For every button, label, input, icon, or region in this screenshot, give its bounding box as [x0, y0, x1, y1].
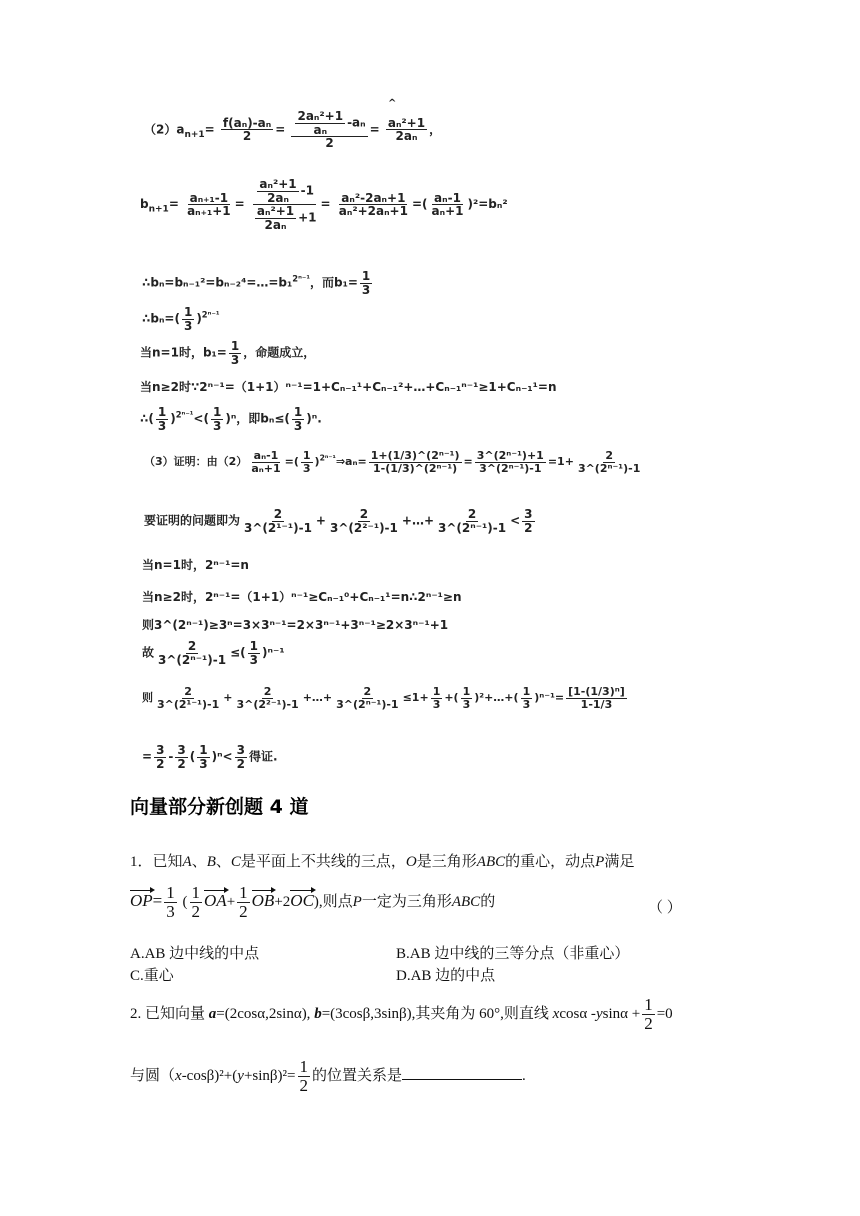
- sol2-l1-f3-num: aₙ²+1: [387, 115, 426, 130]
- q2-var-x2: x: [175, 1067, 182, 1084]
- sol3-l1-f3-den: 1-(1/3)^(2ⁿ⁻¹): [373, 461, 458, 475]
- sol2-l2-tail: )²=bₙ²: [467, 197, 508, 212]
- q1-plus: +: [226, 893, 236, 910]
- sol3-l7-mid2: )²+…+(: [474, 691, 519, 705]
- sol3-l1-eq1: =(: [284, 455, 299, 469]
- sol2-l2-bd-inner: [255, 205, 296, 231]
- sol3-l8-f4-num: 3: [236, 743, 245, 757]
- sol3-l2-f4-den: 2: [524, 520, 533, 535]
- q1-eq: =: [152, 890, 163, 910]
- sol2-l7-f3-den: 3: [293, 418, 303, 433]
- sol2-l7-tail: )ⁿ.: [306, 411, 322, 426]
- sol2-l2-bn-d: 2aₙ: [267, 190, 289, 205]
- sol3-l1-arrow: ⇒aₙ=: [335, 455, 367, 469]
- sol3-l2-f1-num: 2: [273, 507, 283, 521]
- sol2-l1-frac1: [221, 117, 273, 143]
- sol2-l7-f1-num: 1: [157, 405, 167, 419]
- sol3-l7-le: ≤1+: [402, 691, 429, 705]
- sol2-l2-bd-d: 2aₙ: [264, 217, 287, 232]
- q2-line2-mid2: +sinβ)²=: [243, 1067, 296, 1084]
- sol3-l8-lead: =: [142, 749, 153, 764]
- sol3-l2-f3-den: 3^(2ⁿ⁻¹)-1: [438, 520, 507, 535]
- sol3-l1-f4-den: 3^(2ⁿ⁻¹)-1: [479, 461, 542, 475]
- sol3-l6-lead: 故: [142, 645, 155, 660]
- q1-f2-num: 1: [191, 883, 201, 902]
- sol2-l1-tail: ，: [429, 122, 442, 137]
- sol3-l1-f4-num: 3^(2ⁿ⁻¹)+1: [476, 449, 544, 462]
- sol2-l4-f-den: 3: [183, 318, 193, 333]
- sol3-l7-f3-den: 3^(2ⁿ⁻¹)-1: [336, 697, 399, 711]
- q2-mid4: sinα +: [602, 1005, 641, 1022]
- sol2-line6: [140, 378, 557, 395]
- sol3-l7-frac6: [521, 686, 533, 710]
- q1-option-b[interactable]: B.AB 边中线的三等分点（非重心）: [396, 946, 630, 962]
- sol3-l8-tail: 得证.: [248, 749, 278, 764]
- sol2-l1-f1-num: f(aₙ)-aₙ: [222, 115, 272, 130]
- sol3-l8-f1-num: 3: [156, 743, 165, 757]
- sol3-l6-frac2: [248, 640, 260, 666]
- q2-end: .: [522, 1067, 526, 1084]
- q1-triangle-1: ABC: [476, 854, 506, 870]
- q2-mid1: =(2cosα,2sinα),: [216, 1005, 315, 1022]
- q2-frac1: [642, 996, 655, 1033]
- q2-line2-tail: 的位置关系是: [312, 1067, 403, 1084]
- sol2-l1-f3-den: 2aₙ: [395, 129, 418, 144]
- sol3-l8-mid1: -: [168, 749, 174, 764]
- sol2-l1-sub: n+1: [184, 129, 205, 140]
- sol3-l1-eq2: =: [463, 455, 473, 469]
- q1-vector-oc: OC: [290, 890, 314, 910]
- sol3-l1-frac3: [369, 450, 462, 474]
- sol3-l1-f1-den: aₙ+1: [251, 461, 281, 475]
- sol3-l2-plus1: +: [315, 513, 326, 528]
- sol2-l4-frac: [182, 306, 194, 332]
- q1-mid2: 是三角形: [416, 854, 477, 870]
- sol2-l1-f1-den: 2: [242, 129, 252, 144]
- sol2-l7-mid2: <(: [193, 411, 209, 426]
- sol2-l4-f-num: 1: [183, 305, 193, 319]
- sol2-l2-frac3: [337, 192, 410, 218]
- sol3-l2-f2-num: 2: [359, 507, 369, 521]
- q2-mid3: cosα -: [559, 1005, 596, 1022]
- sol3-l4-text: 当n≥2时，2ⁿ⁻¹=（1+1）ⁿ⁻¹≥Cₙ₋₁⁰+Cₙ₋₁¹=n∴2ⁿ⁻¹≥n: [142, 590, 462, 604]
- sol2-line2: [140, 178, 508, 231]
- q1-vector-ob: OB: [251, 890, 275, 910]
- sol3-l7-lead: 则: [142, 691, 153, 705]
- sol3-l1-f3-num: 1+(1/3)^(2ⁿ⁻¹): [370, 449, 460, 462]
- q1-triangle-2: ABC: [451, 893, 481, 910]
- q1-stem: [130, 850, 634, 871]
- sol2-l7-sup1: 2ⁿ⁻¹: [175, 409, 194, 420]
- q1-f3-num: 1: [239, 883, 248, 902]
- sol3-l7-frac3: [334, 686, 400, 710]
- sol3-l2-f2-den: 3^(2²⁻¹)-1: [329, 520, 398, 535]
- sol2-l1-f2-nt: -aₙ: [347, 115, 366, 130]
- q1-option-a[interactable]: A.AB 边中线的中点: [130, 946, 260, 962]
- sol3-l2-lead: 要证明的问题即为: [144, 513, 241, 528]
- sol3-l1-lead: （3）证明：由（2）: [144, 455, 248, 469]
- sol2-l1-f2-inner: [295, 110, 345, 136]
- sol3-l2-f4-num: 3: [524, 507, 533, 521]
- sol2-l2-f4-den: aₙ+1: [431, 204, 464, 219]
- sol3-l7-f6-den: 3: [522, 697, 531, 711]
- sol3-line7: [142, 686, 629, 710]
- sol2-l5-f-den: 3: [230, 352, 240, 367]
- sol2-l2-eq4: =(: [411, 197, 428, 212]
- q2-var-x: x: [552, 1005, 560, 1022]
- sol3-l2-frac4: [522, 508, 534, 534]
- q2-line2: [130, 1058, 526, 1095]
- sol3-l7-f4-num: 1: [432, 685, 441, 698]
- q1-vector-oa: OA: [204, 890, 227, 910]
- caret-mark: ^: [388, 98, 397, 109]
- q2-answer-blank[interactable]: [402, 1065, 522, 1080]
- sol2-l2-eq2: =: [234, 197, 245, 212]
- sol3-l7-frac4: [431, 686, 443, 710]
- sol2-l7-mid1: ): [170, 411, 176, 426]
- sol2-l3-frac: [360, 270, 372, 296]
- sol2-l4-tail: ): [196, 311, 202, 326]
- sol2-l2-f1-den: aₙ₊₁+1: [187, 204, 231, 219]
- sol3-l1-sup1: 2ⁿ⁻¹: [319, 453, 336, 463]
- q1-mid3: 的重心，动点: [505, 854, 596, 870]
- sol2-l7-frac2: [211, 406, 223, 432]
- sol2-l5-frac: [229, 340, 241, 366]
- sol2-l2-eq3: =: [320, 197, 331, 212]
- sol3-l8-mid3: )ⁿ<: [211, 749, 233, 764]
- sol2-l2-bn-inner: [257, 178, 298, 204]
- sol3-l7-mid1: +(: [444, 691, 459, 705]
- sol2-l6-text: 当n≥2时∵2ⁿ⁻¹=（1+1）ⁿ⁻¹=1+Cₙ₋₁¹+Cₙ₋₁²+…+Cₙ₋₁ⁿ⁻¹≥1+Cₙ₋₁¹=n: [140, 380, 557, 394]
- q1-option-d[interactable]: D.AB 边的中点: [396, 968, 496, 984]
- sol3-l7-f1-num: 2: [184, 685, 192, 698]
- sol3-l6-f1-num: 2: [187, 639, 197, 653]
- sol3-line6: [142, 640, 285, 666]
- sol3-l8-f4-den: 2: [236, 756, 245, 771]
- sol2-l7-f2-den: 3: [212, 418, 222, 433]
- sol2-l4-lead: ∴bₙ=(: [142, 311, 180, 326]
- sol2-l3-f-den: 3: [361, 282, 371, 297]
- sol3-l7-frac5: [461, 686, 473, 710]
- sol2-l2-f1-num: aₙ₊₁-1: [189, 190, 229, 205]
- sol2-line1: [144, 110, 441, 150]
- sol3-l1-eq3: =1+: [547, 455, 574, 469]
- sol3-l2-lt: <: [510, 513, 521, 528]
- sol2-l3-text: ∴bₙ=bₙ₋₁²=bₙ₋₂⁴=…=b₁: [142, 275, 293, 290]
- sol2-l1-eq2: =: [275, 122, 286, 137]
- sol3-l6-f1-den: 3^(2ⁿ⁻¹)-1: [158, 652, 227, 667]
- sol2-l2-big-numer: [253, 178, 316, 205]
- sol3-l2-f3-num: 2: [467, 507, 477, 521]
- q1-frac3: [237, 884, 250, 921]
- sol2-l1-f2-nn: 2aₙ²+1: [297, 109, 344, 123]
- sol2-l1-f2-numer: [291, 110, 367, 137]
- sol2-l3-f-num: 1: [361, 269, 371, 283]
- q2-pre: 2. 已知向量: [130, 1005, 209, 1022]
- sol3-l7-frac7: [566, 686, 627, 710]
- q2-line2-mid1: -cosβ)²+(: [181, 1067, 238, 1084]
- sol3-l7-mid3: )ⁿ⁻¹=: [534, 691, 565, 705]
- q1-f3-den: 2: [239, 901, 248, 921]
- q1-frac2: [190, 884, 203, 921]
- sol3-l7-frac2: [234, 686, 300, 710]
- sol3-l7-plus1: +: [223, 691, 233, 705]
- q1-rp: ),则点: [313, 893, 353, 910]
- q2-f2-num: 1: [299, 1057, 308, 1076]
- sol3-l2-f1-den: 3^(2¹⁻¹)-1: [244, 520, 312, 535]
- sol3-l8-frac2: [175, 744, 187, 770]
- sol3-l1-mid1: ): [314, 455, 320, 469]
- q1-formula: [130, 884, 495, 921]
- sol2-l2-lead: b: [140, 197, 149, 212]
- sol3-l1-f2-den: 3: [302, 461, 311, 475]
- sol3-l2-frac2: [328, 508, 400, 534]
- sol2-l2-bn-n: aₙ²+1: [259, 177, 297, 191]
- q2-f2-den: 2: [299, 1075, 308, 1095]
- q2-f1-num: 1: [644, 995, 653, 1014]
- sol2-l1-frac2: [291, 110, 367, 150]
- sol3-l7-f4-den: 3: [432, 697, 441, 711]
- sol3-l8-f1-den: 2: [156, 756, 165, 771]
- q2-line2-pre: 与圆（: [130, 1067, 176, 1084]
- sol2-l1-f2-den: 2: [325, 136, 334, 151]
- sol3-line1: [144, 450, 644, 474]
- q2-var-y2: y: [237, 1067, 244, 1084]
- q1-point-c: C: [230, 854, 241, 870]
- sol2-l4-sup: 2ⁿ⁻¹: [201, 309, 220, 320]
- q2-tail1: =0: [656, 1005, 673, 1022]
- sol2-l7-f2-num: 1: [212, 405, 222, 419]
- sol2-l7-frac3: [292, 406, 304, 432]
- sol2-l2-f3-num: aₙ²-2aₙ+1: [341, 190, 406, 205]
- sol2-l1-frac3: [386, 117, 427, 143]
- sol3-l1-f2-num: 1: [302, 449, 311, 462]
- sol3-l8-frac4: [235, 744, 247, 770]
- q1-stem-pre: 1．已知: [130, 854, 183, 870]
- sol2-l7-lead: ∴(: [140, 411, 154, 426]
- sol3-l2-frac1: [242, 508, 314, 534]
- sol2-line5: [140, 340, 315, 366]
- sol3-l6-frac1: [156, 640, 228, 666]
- sol2-l2-f4-num: aₙ-1: [434, 190, 461, 205]
- q1-plus2: +2: [274, 893, 291, 910]
- sol3-l3-text: 当n=1时，2ⁿ⁻¹=n: [142, 558, 249, 572]
- sol3-l7-f3-num: 2: [363, 685, 372, 698]
- sol3-l7-f7-den: 1-1/3: [580, 697, 613, 711]
- q1-mid1: 是平面上不共线的三点，: [240, 854, 406, 870]
- sol3-l1-f5-den: 3^(2ⁿ⁻¹)-1: [577, 461, 641, 475]
- sol3-l5-text: 则3^(2ⁿ⁻¹)≥3ⁿ=3×3ⁿ⁻¹=2×3ⁿ⁻¹+3ⁿ⁻¹≥2×3ⁿ⁻¹+1: [142, 618, 449, 632]
- q1-mid6: 的: [480, 893, 496, 910]
- q1-point-p2: P: [352, 893, 362, 910]
- sol3-l7-f2-den: 3^(2²⁻¹)-1: [236, 697, 299, 711]
- sol2-l3-mid: ，而b₁=: [310, 275, 358, 290]
- sol2-l7-f1-den: 3: [157, 418, 167, 433]
- sol2-l2-bd-t: +1: [298, 210, 317, 225]
- q1-mid4: 满足: [604, 854, 635, 870]
- sol3-line2: [144, 508, 537, 534]
- q2-frac2: [298, 1058, 311, 1095]
- sol3-l6-mid: ≤(: [230, 645, 246, 660]
- q1-point-o: O: [405, 854, 417, 870]
- sol3-l7-f6-num: 1: [522, 685, 531, 698]
- q1-point-a: A: [182, 854, 192, 870]
- q2-f1-den: 2: [644, 1013, 653, 1033]
- sol3-line4: [142, 588, 462, 605]
- sol3-line3: [142, 556, 249, 573]
- q1-point-p: P: [595, 854, 605, 870]
- q2-var-y: y: [595, 1005, 603, 1022]
- q1-option-c[interactable]: C.重心: [130, 968, 174, 984]
- sol3-l1-f1-num: aₙ-1: [253, 449, 279, 462]
- q2-line1: [130, 996, 673, 1033]
- sol3-l1-frac1: [249, 450, 282, 474]
- sol2-l2-frac4: [430, 192, 466, 218]
- q1-lp: (: [178, 893, 188, 910]
- q1-point-b: B: [206, 854, 216, 870]
- sol3-l8-f3-num: 1: [199, 743, 208, 757]
- q1-f1-den: 3: [166, 901, 175, 921]
- sol2-line3: [142, 270, 374, 296]
- sol2-l5-lead: 当n=1时，b₁=: [140, 345, 227, 360]
- sol2-l1-eq1: =: [204, 122, 215, 137]
- sol3-l7-f1-den: 3^(2¹⁻¹)-1: [157, 697, 220, 711]
- sol2-l2-eq1: =: [168, 197, 179, 212]
- sol2-line4: [142, 306, 220, 332]
- q1-sep2: 、: [215, 854, 231, 870]
- sol2-l1-eq3: =: [369, 122, 380, 137]
- q1-f1-num: 1: [166, 883, 175, 902]
- q2-vector-b: b: [314, 1005, 322, 1022]
- q2-vector-a: a: [208, 1005, 217, 1022]
- sol2-l2-bd-n: aₙ²+1: [256, 204, 295, 219]
- sol3-l7-f2-num: 2: [263, 685, 272, 698]
- sol2-line7: [140, 406, 322, 432]
- sol2-l2-big-denom: [251, 205, 319, 231]
- sol3-l7-f5-den: 3: [462, 697, 471, 711]
- sol2-l1-lead: （2）a: [144, 122, 185, 137]
- q1-answer-paren: （ ）: [648, 900, 682, 916]
- sol3-l7-frac1: [155, 686, 221, 710]
- sol2-l2-bigfrac: [251, 178, 319, 231]
- sol3-l1-frac2: [301, 450, 313, 474]
- sol3-l8-frac3: [197, 744, 209, 770]
- sol3-l8-frac1: [154, 744, 166, 770]
- sol3-l2-plus2: +…+: [401, 513, 434, 528]
- q1-vector-op: OP: [130, 890, 153, 910]
- q1-frac1: [164, 884, 177, 921]
- sol3-l1-f5-num: 2: [605, 449, 613, 462]
- sol2-l1-f2-nd: aₙ: [313, 122, 328, 137]
- sol2-l2-f3-den: aₙ²+2aₙ+1: [338, 204, 408, 219]
- sol2-l2-sub: n+1: [148, 204, 169, 215]
- sol3-line8: [142, 744, 278, 770]
- sol3-l7-f7-num: [1-(1/3)ⁿ]: [568, 685, 625, 698]
- sol2-l7-f3-num: 1: [293, 405, 303, 419]
- sol3-l1-frac4: [475, 450, 546, 474]
- q1-f2-den: 2: [191, 901, 201, 921]
- q2-mid2: =(3cosβ,3sinβ),其夹角为 60°,则直线: [321, 1005, 553, 1022]
- sol2-l7-frac1: [156, 406, 168, 432]
- sol3-l8-f3-den: 3: [199, 756, 208, 771]
- sol3-l7-f5-num: 1: [462, 685, 471, 698]
- sol3-l2-frac3: [436, 508, 508, 534]
- sol2-l3-sup: 2ⁿ⁻¹: [292, 273, 311, 284]
- q1-mid5: 一定为三角形: [361, 893, 452, 910]
- sol3-l8-mid2: (: [189, 749, 196, 764]
- sol3-line5: [142, 616, 448, 633]
- section-title: 向量部分新创题 4 道: [130, 796, 309, 818]
- sol2-l2-bn-t: -1: [300, 183, 314, 198]
- sol3-l6-f2-den: 3: [249, 652, 259, 667]
- sol3-l7-plus2: +…+: [302, 691, 333, 705]
- sol3-l8-f2-num: 3: [177, 743, 186, 757]
- sol3-l6-tail: )ⁿ⁻¹: [262, 645, 285, 660]
- sol3-l8-f2-den: 2: [177, 756, 186, 771]
- sol2-l2-frac1: [185, 192, 233, 218]
- sol2-l5-f-num: 1: [230, 339, 240, 353]
- sol2-l5-tail: ，命题成立，: [243, 345, 316, 360]
- sol3-l1-frac5: [576, 450, 642, 474]
- sol2-l7-mid3: )ⁿ，即bₙ≤(: [225, 411, 290, 426]
- sol3-l6-f2-num: 1: [249, 639, 259, 653]
- q1-sep1: 、: [191, 854, 207, 870]
